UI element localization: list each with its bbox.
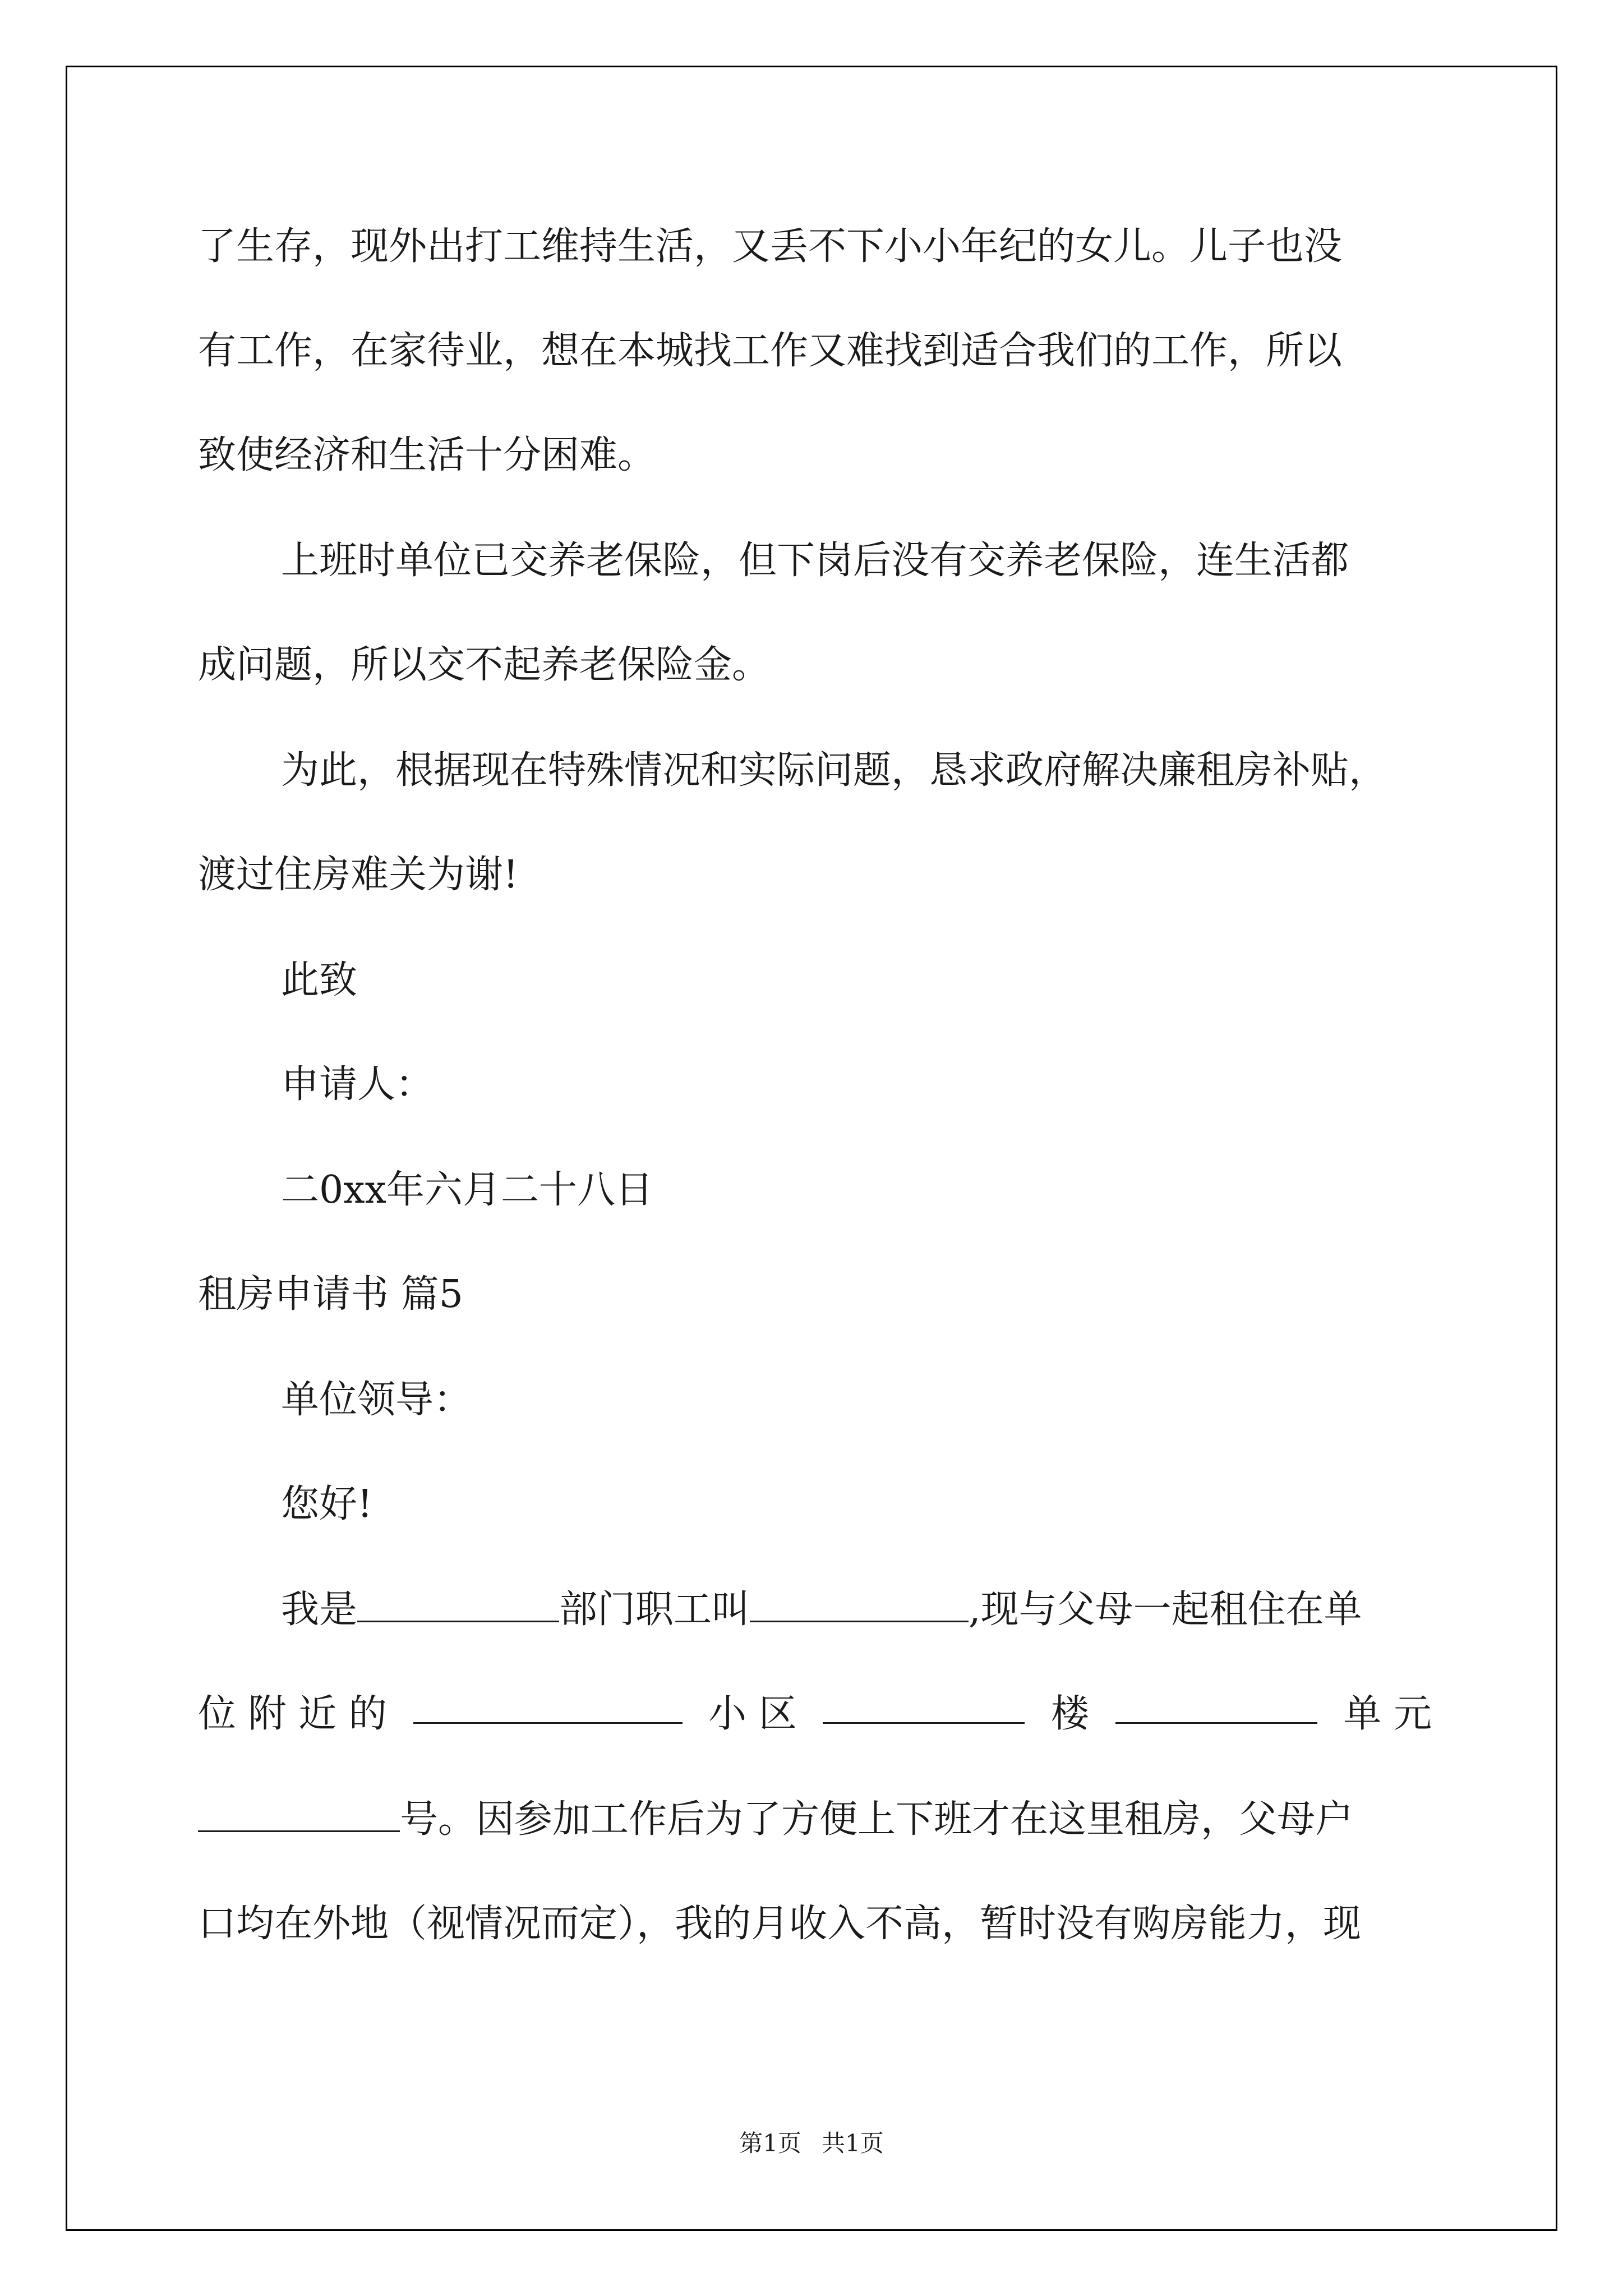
text-line: 有工作，在家待业，想在本城找工作又难找到适合我们的工作，所以: [198, 329, 1343, 373]
blank-field[interactable]: [413, 1686, 683, 1724]
text-segment: 我是: [281, 1588, 358, 1632]
text-line: 致使经济和生活十分困难。: [198, 433, 656, 477]
applicant-line: 申请人：: [281, 1062, 434, 1107]
page-number: 第1页: [739, 2129, 801, 2157]
text-segment: 位 附 近 的: [198, 1692, 387, 1736]
text-line: 口均在外地（视情况而定），我的月收入不高，暂时没有购房能力，现: [198, 1902, 1362, 1946]
closing-line: 此致: [281, 958, 358, 1002]
text-segment: 号。因参加工作后为了方便上下班才在这里租房，父母户: [400, 1797, 1354, 1842]
fill-in-line: [281, 1582, 1362, 1638]
page-footer: [0, 2125, 1623, 2159]
section-heading: 租房申请书 篇5: [198, 1272, 463, 1317]
text-line: 渡过住房难关为谢!: [198, 853, 519, 897]
text-line: 了生存，现外出打工维持生活，又丢不下小小年纪的女儿。儿子也没: [198, 224, 1343, 269]
blank-field[interactable]: [750, 1585, 969, 1622]
greeting-line: 您好!: [281, 1482, 373, 1526]
salutation-line: 单位领导：: [281, 1378, 472, 1422]
date-line: 二0xx年六月二十八日: [281, 1168, 653, 1212]
fill-in-line: [198, 1686, 1432, 1742]
text-line: 为此，根据现在特殊情况和实际问题，恳求政府解决廉租房补贴，: [281, 748, 1387, 793]
text-segment: 部门职工叫: [559, 1588, 750, 1632]
text-segment: 单 元: [1343, 1692, 1432, 1736]
text-line: 成问题，所以交不起养老保险金。: [198, 643, 771, 687]
blank-field[interactable]: [823, 1686, 1025, 1724]
text-segment: ,现与父母一起租住在单: [969, 1588, 1362, 1632]
blank-field[interactable]: [198, 1795, 400, 1832]
blank-field[interactable]: [1115, 1686, 1317, 1724]
fill-in-line: [198, 1792, 1353, 1848]
text-segment: 小 区: [708, 1692, 797, 1736]
page-total: 共1页: [822, 2129, 884, 2157]
text-segment: 楼: [1051, 1692, 1090, 1736]
blank-field[interactable]: [357, 1585, 559, 1622]
text-line: 上班时单位已交养老保险，但下岗后没有交养老保险，连生活都: [281, 539, 1349, 583]
